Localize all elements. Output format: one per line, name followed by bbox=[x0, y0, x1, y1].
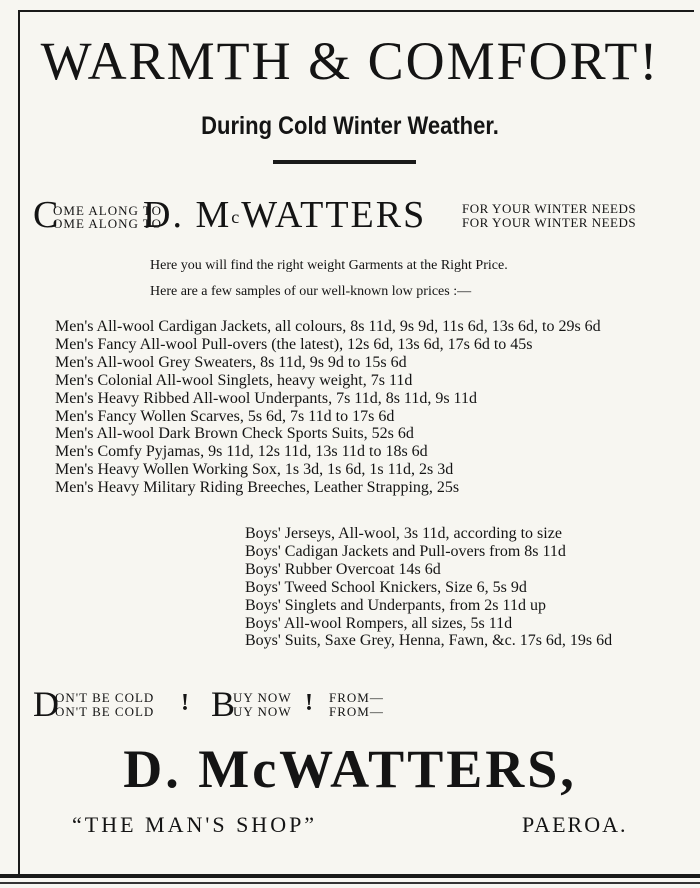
exclamation-2: ! bbox=[305, 690, 313, 716]
list-item: Boys' Singlets and Underpants, from 2s 11d up bbox=[245, 596, 546, 614]
list-item: Boys' All-wool Rompers, all sizes, 5s 11d bbox=[245, 614, 513, 632]
winter-needs-text: FOR YOUR WINTER NEEDS FOR YOUR WINTER NEEDS bbox=[462, 201, 637, 230]
list-item: Men's All-wool Dark Brown Check Sports Suits, 52s 6d bbox=[55, 425, 414, 443]
town-name: PAEROA. bbox=[522, 812, 628, 837]
list-item: Men's All-wool Cardigan Jackets, all colours, 8s 11d, 9s 9d, 11s 6d, 13s 6d, to 29s 6d bbox=[55, 318, 601, 335]
drop-cap-b: B bbox=[211, 684, 236, 724]
list-item: Boys' Cadigan Jackets and Pull-overs from 8s 11d bbox=[245, 542, 566, 560]
list-item: Boys' Rubber Overcoat 14s 6d bbox=[245, 560, 441, 578]
drop-cap-c: C bbox=[33, 194, 59, 236]
tagline: “THE MAN'S SHOP” bbox=[72, 812, 318, 837]
shop-name-inline: D. $M^cWATTERS$ bbox=[143, 194, 427, 236]
list-item: Men's All-wool Grey Sweaters, 8s 11d, 9s 9d to 15s 6d bbox=[55, 353, 407, 371]
list-item: Men's Comfy Pyjamas, 9s 11d, 12s 11d, 13s 11d to 18s 6d bbox=[55, 443, 428, 461]
bottom-rule-thin bbox=[0, 882, 700, 884]
dont-be-cold-text: ON'T BE COLD ON'T BE COLD bbox=[55, 690, 155, 719]
divider-rule bbox=[273, 160, 416, 164]
intro-line-2: Here are a few samples of our well-known low prices :— bbox=[150, 284, 472, 299]
list-item: Boys' Suits, Saxe Grey, Henna, Fawn, &c. 17s 6d, 19s 6d bbox=[245, 632, 613, 650]
mens-price-list bbox=[55, 318, 601, 497]
drop-cap-d: D bbox=[33, 684, 59, 724]
list-item: Men's Heavy Military Riding Breeches, Leather Strapping, 25s bbox=[55, 479, 460, 497]
exclamation-1: ! bbox=[181, 690, 189, 716]
list-item: Men's Fancy Wollen Scarves, 5s 6d, 7s 11d to 17s 6d bbox=[55, 407, 395, 425]
headline: WARMTH & COMFORT! bbox=[40, 31, 660, 91]
list-item: Men's Fancy All-wool Pull-overs (the latest), 12s 6d, 13s 6d, 17s 6d to 45s bbox=[55, 335, 533, 353]
list-item: Boys' Tweed School Knickers, Size 6, 5s 9d bbox=[245, 578, 527, 596]
list-item: Men's Colonial All-wool Singlets, heavy weight, 7s 11d bbox=[55, 371, 413, 389]
bottom-rule bbox=[0, 874, 700, 878]
come-along-text: OME ALONG TO OME ALONG TO bbox=[53, 203, 163, 231]
subheadline: During Cold Winter Weather. bbox=[201, 112, 499, 140]
list-item: Men's Heavy Ribbed All-wool Underpants, 7s 11d, 8s 11d, 9s 11d bbox=[55, 389, 477, 407]
list-item: Men's Heavy Wollen Working Sox, 1s 3d, 1s 6d, 1s 11d, 2s 3d bbox=[55, 461, 454, 479]
intro-line-1: Here you will find the right weight Garments at the Right Price. bbox=[150, 258, 508, 273]
buy-now-text: UY NOW UY NOW bbox=[233, 690, 292, 719]
from-text: FROM— FROM— bbox=[329, 690, 384, 719]
shop-name: D. McWATTERS, bbox=[123, 739, 577, 799]
boys-price-list bbox=[245, 525, 612, 650]
list-item: Boys' Jerseys, All-wool, 3s 11d, according to size bbox=[245, 525, 562, 542]
